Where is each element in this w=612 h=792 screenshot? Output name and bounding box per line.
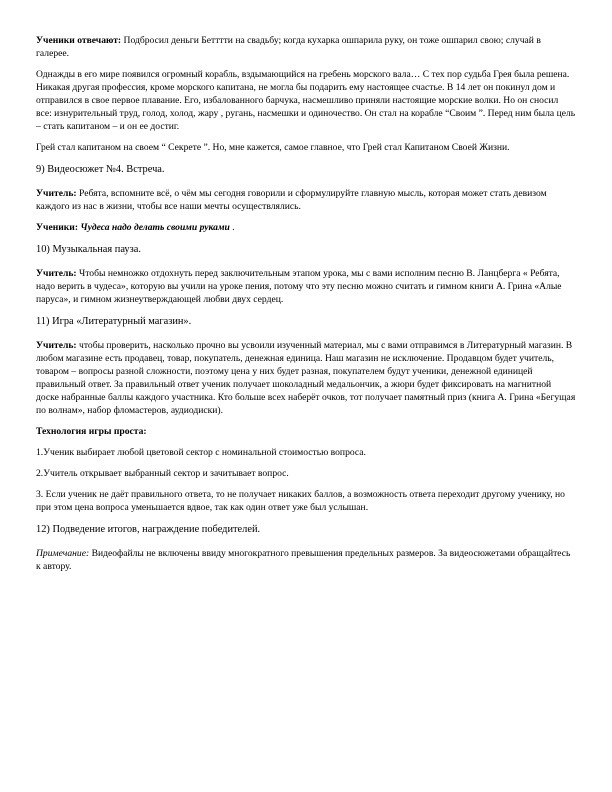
game-step-1: 1.Ученик выбирает любой цветовой сектор с номинальной стоимостью вопроса. [36,447,366,458]
motto-tail: . [229,222,235,233]
teacher-label-2: Учитель: [36,268,77,279]
captain-paragraph: Грей стал капитаном на своем “ Секрете ”. Но, мне кажется, самое главное, что Грей стал Капитаном Своей Жизни. [36,142,510,153]
game-technology-heading [36,425,576,438]
motto-text: Чудеса надо делать своими руками [78,222,230,233]
teacher-label-3: Учитель: [36,340,77,351]
game-step-3: 3. Если ученик не даёт правильного ответа, то не получает никаких баллов, а возможность ответа переходит другому ученику, но при этом цена вопроса уменьшается вдвое, так как один ответ уже был услышан. [36,489,565,513]
teacher-label: Учитель: [36,188,77,199]
students-answer-paragraph [36,34,576,60]
students-motto-paragraph [36,221,576,234]
section-heading-9: 9) Видеосюжет №4. Встреча. [36,164,165,175]
teacher-question-paragraph [36,187,576,213]
note-paragraph [36,547,576,573]
music-pause-text: Чтобы немножко отдохнуть перед заключительным этапом урока, мы с вами исполним песню В. Ланцберга « Ребята, надо верить в чудеса», которую вы учили на уроке пения, потому что эту песню можно считать и гимном книги А. Грина «Алые паруса», и гимном жизнеутверждающей любви двух сердец. [36,268,562,305]
literary-shop-text: чтобы проверить, насколько прочно вы усвоили изученный материал, мы с вами отправимся в Литературный магазин. В любом магазине есть продавец, товар, покупатель, денежная единица. Наш магазин не исключение. Продавцом будет учитель, товаром – вопросы разной сложности, поэтому цена у них будет разная, покупателем будут ученики, денежной единицей правильный ответ. За правильный ответ ученик получает шоколадный медальончик, а жюри будет фиксировать на магнитной доске набранные баллы каждого участника. Кто больше всех наберёт очков, тот получает памятный приз (книга А. Грина «Бегущая по волнам», набор фломастеров, аудиодиски). [36,340,576,416]
section-heading-11: 11) Игра «Литературный магазин». [36,316,192,327]
students-label: Ученики отвечают: [36,35,122,46]
literary-shop-paragraph [36,339,576,417]
music-pause-paragraph [36,267,576,306]
students-label-2: Ученики: [36,222,79,233]
ship-story-paragraph: Однажды в его мире появился огромный корабль, вздымающийся на гребень морского вала… С тех пор судьба Грея была решена. Никакая другая профессия, кроме морского капитана, не могла бы подарить ему настоящее счастье. В 14 лет он покинул дом и отправился в свое первое плавание. Его, избалованного барчука, насмешливо приняли настоящие морские волки. Но он сносил все: изнурительный труд, голод, холод, жару , ругань, насмешки и одиночество. Он стал на корабле “Своим ”. Перед ним была цель – стать капитаном – и он ее достиг. [36,69,576,132]
note-text: Видеофайлы не включены ввиду многократного превышения предельных размеров. За видеосюжетами обращайтесь к автору. [36,548,571,572]
document-page [36,34,576,581]
note-label: Примечание: [36,548,90,559]
game-step-2: 2.Учитель открывает выбранный сектор и зачитывает вопрос. [36,468,289,479]
students-answer-text: Подбросил деньги Бетттти на свадьбу; когда кухарка ошпарила руку, он тоже ошпарил свою; случай в галерее. [36,35,541,59]
section-heading-12: 12) Подведение итогов, награждение победителей. [36,524,261,535]
teacher-question-text: Ребята, вспомните всё, о чём мы сегодня говорили и сформулируйте главную мысль, которая может стать девизом каждого из нас в жизни, чтобы все наши мечты осуществлялись. [36,188,547,212]
game-technology-label: Технология игры проста: [36,426,147,437]
section-heading-10: 10) Музыкальная пауза. [36,244,141,255]
